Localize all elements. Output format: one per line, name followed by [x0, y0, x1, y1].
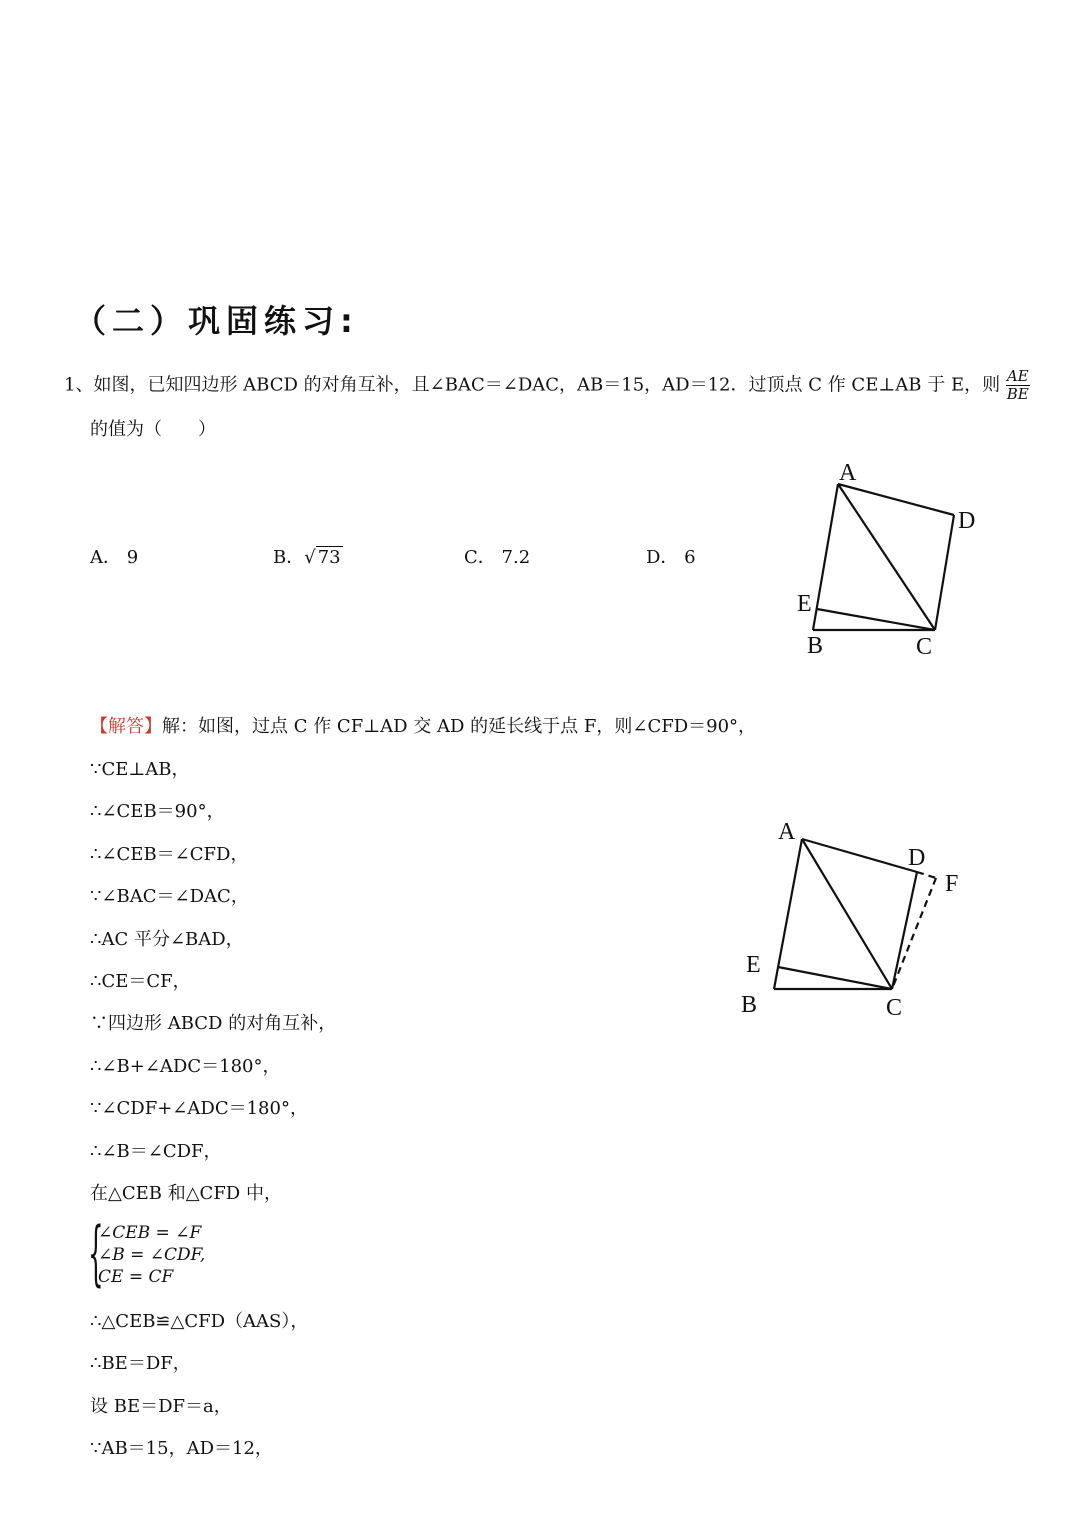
solution-step: ∴BE＝DF， [90, 1353, 191, 1374]
option-b[interactable] [273, 543, 343, 569]
option-d-label: D． [646, 547, 679, 568]
segment-dc [935, 515, 954, 630]
brace-icon: { [88, 1212, 104, 1294]
fraction-numerator: AE [1006, 367, 1029, 385]
question-line-2: 的值为（ ） [90, 419, 216, 440]
segment-df-dashed [917, 872, 936, 878]
option-c-label: C． [464, 547, 496, 568]
solution-step: 设 BE＝DF＝a， [90, 1396, 232, 1417]
solution-step: ∴∠CEB＝∠CFD， [90, 844, 249, 865]
figure-2 [730, 812, 980, 1027]
option-a[interactable] [90, 543, 138, 569]
label-c: C [886, 995, 903, 1021]
solution-step: ∴△CEB≌△CFD（AAS）， [90, 1311, 309, 1332]
solution-step: ∵∠CDF+∠ADC＝180°， [90, 1098, 308, 1119]
solution-step: ∵CE⊥AB， [90, 759, 190, 780]
segment-ec [778, 967, 892, 989]
sqrt-icon: √ [304, 547, 316, 568]
question-number: 1、 [64, 374, 94, 396]
label-e: E [797, 591, 812, 617]
option-d[interactable] [646, 543, 696, 569]
section-title: （二）巩固练习: [74, 302, 359, 340]
option-b-value: 73 [317, 547, 341, 568]
segment-dc [892, 872, 917, 989]
question-line-1 [64, 368, 1030, 403]
label-a: A [839, 460, 857, 486]
label-d: D [958, 508, 976, 534]
solution-step: ∴∠B＝∠CDF， [90, 1141, 222, 1162]
system-line: ∠B = ∠CDF, [98, 1245, 206, 1265]
solution-intro-text: 解：如图，过点 C 作 CF⊥AD 交 AD 的延长线于点 F，则∠CFD＝90°， [162, 716, 757, 737]
solution-step: ∴CE＝CF， [90, 971, 191, 992]
option-d-value: 6 [684, 547, 696, 568]
solution-step: ∴∠CEB＝90°， [90, 801, 225, 822]
solution-step: ∵四边形 ABCD 的对角互补， [90, 1013, 337, 1034]
label-b: B [807, 633, 824, 659]
segment-ec [817, 609, 935, 630]
label-b: B [741, 992, 758, 1018]
solution-step: ∵∠BAC＝∠DAC， [90, 886, 249, 907]
question-text: 如图，已知四边形 ABCD 的对角互补，且∠BAC＝∠DAC，AB＝15，AD＝12．过顶点 C 作 CE⊥AB 于 E，则 [93, 374, 1001, 396]
solution-step: ∵AB＝15，AD＝12， [90, 1438, 273, 1459]
label-f: F [945, 871, 959, 897]
label-c: C [916, 634, 933, 660]
label-a: A [778, 819, 796, 845]
option-c[interactable] [464, 543, 530, 569]
segment-fc-dashed [892, 878, 936, 989]
ratio-fraction [1006, 368, 1030, 403]
solution-step: ∴∠B+∠ADC＝180°， [90, 1056, 281, 1077]
option-c-value: 7.2 [501, 547, 531, 568]
option-a-value: 9 [126, 547, 139, 568]
system-line: ∠CEB = ∠F [98, 1223, 202, 1243]
solution-tag: 【解答】 [90, 716, 162, 737]
segment-ba [813, 484, 838, 630]
sqrt-expression [304, 547, 342, 568]
label-d: D [908, 845, 926, 871]
system-line: CE = CF [98, 1267, 174, 1287]
solution-intro [90, 712, 756, 738]
fraction-denominator: BE [1006, 385, 1029, 403]
solution-step: 在△CEB 和△CFD 中， [90, 1183, 282, 1204]
equation-system [88, 1212, 206, 1294]
option-b-label: B． [273, 547, 305, 568]
option-a-label: A． [90, 547, 121, 568]
solution-step: ∴AC 平分∠BAD， [90, 929, 244, 950]
figure-1 [780, 452, 1000, 667]
label-e: E [746, 952, 761, 978]
